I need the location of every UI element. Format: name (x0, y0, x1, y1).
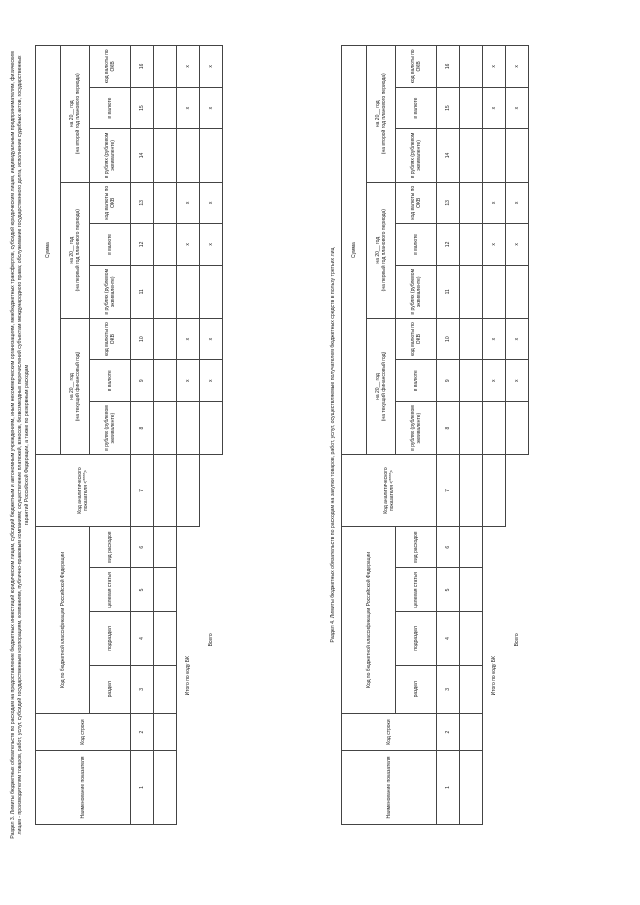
header-year-first: на 20__ год (на первый год планового периода) (367, 182, 396, 318)
header-rub: в рублях (рублевом эквиваленте) (90, 265, 131, 318)
total-label: Всего (514, 633, 521, 647)
total-label: Всего (208, 633, 215, 647)
total-row: Всего x x x x x x (200, 46, 223, 825)
header-sum: Сумма (36, 46, 61, 455)
header-okv: код валюты по ОКВ (90, 46, 131, 88)
total-bk-row: Итого по коду БК x x x x x x (177, 46, 200, 825)
total-bk-label: Итого по коду БК (491, 656, 498, 696)
header-section: раздел (396, 665, 437, 714)
header-bk-group: Код по бюджетной классификации Российской Федерации (342, 526, 396, 713)
table-row (460, 46, 483, 825)
header-bk-group: Код по бюджетной классификации Российской Федерации (36, 526, 90, 713)
section-3-table (35, 45, 223, 825)
total-row: Всего x x x x x x (506, 46, 529, 825)
header-subsection: подраздел (90, 612, 131, 665)
header-year-second: на 20__ год (на второй год планового периода) (367, 46, 396, 183)
section-4-title: Раздел 4. Лимиты бюджетных обязательств по расходам на закупки товаров, работ, услуг, осуществляемые получателем бюджетных средств в пользу третьих лиц (330, 247, 336, 643)
section-4-table (341, 45, 529, 825)
column-numbers-row: 1 2 3 4 5 6 7 8 9 10 11 12 13 14 15 16 (131, 46, 154, 825)
header-subsection: подраздел (396, 612, 437, 665)
header-year-second: на 20__ год (на второй год планового периода) (61, 46, 90, 183)
header-currency: в валюте (90, 360, 131, 402)
header-currency: в валюте (90, 87, 131, 129)
section-3 (10, 45, 223, 845)
header-okv: код валюты по ОКВ (396, 182, 437, 224)
header-section: раздел (90, 665, 131, 714)
header-sum: Сумма (342, 46, 367, 455)
header-currency: в валюте (396, 224, 437, 266)
header-expense-type: вид расходов (90, 526, 131, 568)
table-row (154, 46, 177, 825)
column-numbers-row: 1 2 3 4 5 6 7 8 9 10 11 12 13 14 15 16 (437, 46, 460, 825)
header-currency: в валюте (396, 87, 437, 129)
header-rub: в рублях (рублевом эквиваленте) (90, 402, 131, 455)
header-name: Наименование показателя (342, 751, 437, 825)
section-3-title: Раздел 3. Лимиты бюджетных обязательств по расходам на предоставление бюджетных инвестиций юридическим лицам, субсидий бюджетным и автономным учреждениям, иным некоммерческим организациям, межбюджетных трансфертов, субсидий юридическим лицам, индивидуальным предпринимателям, физическим лицам - производителям товаров, работ, услуг, субсидий государственным корпорациям, компаниям, публично-правовым компаниям; осуществление платежей, взносов, безвозмездных перечислений субъектам международного права; обслуживание государственного долга, исполнение судебных актов, государственных гарантий Российской Федерации, а также по резервным расходам (10, 51, 30, 839)
header-okv: код валюты по ОКВ (90, 182, 131, 224)
header-rub: в рублях (рублевом эквиваленте) (90, 129, 131, 182)
header-year-current: на 20__ год (на текущий финансовый год) (61, 318, 90, 454)
header-analytic-code: Код аналитического показателя <****> (342, 455, 437, 527)
header-analytic-code: Код аналитического показателя <****> (36, 455, 131, 527)
header-name: Наименование показателя (36, 751, 131, 825)
header-rub: в рублях (рублевом эквиваленте) (396, 402, 437, 455)
header-target-article: целевая статья (90, 568, 131, 612)
header-okv: код валюты по ОКВ (396, 318, 437, 360)
header-currency: в валюте (396, 360, 437, 402)
header-year-first: на 20__ год (на первый год планового периода) (61, 182, 90, 318)
header-currency: в валюте (90, 224, 131, 266)
header-year-current: на 20__ год (на текущий финансовый год) (367, 318, 396, 454)
header-rub: в рублях (рублевом эквиваленте) (396, 265, 437, 318)
section-4 (330, 45, 529, 845)
header-okv: код валюты по ОКВ (396, 46, 437, 88)
header-rub: в рублях (рублевом эквиваленте) (396, 129, 437, 182)
header-target-article: целевая статья (396, 568, 437, 612)
header-line-code: Код строки (342, 714, 437, 751)
header-okv: код валюты по ОКВ (90, 318, 131, 360)
total-bk-label: Итого по коду БК (185, 656, 192, 696)
header-expense-type: вид расходов (396, 526, 437, 568)
header-line-code: Код строки (36, 714, 131, 751)
total-bk-row: Итого по коду БК x x x x x x (483, 46, 506, 825)
